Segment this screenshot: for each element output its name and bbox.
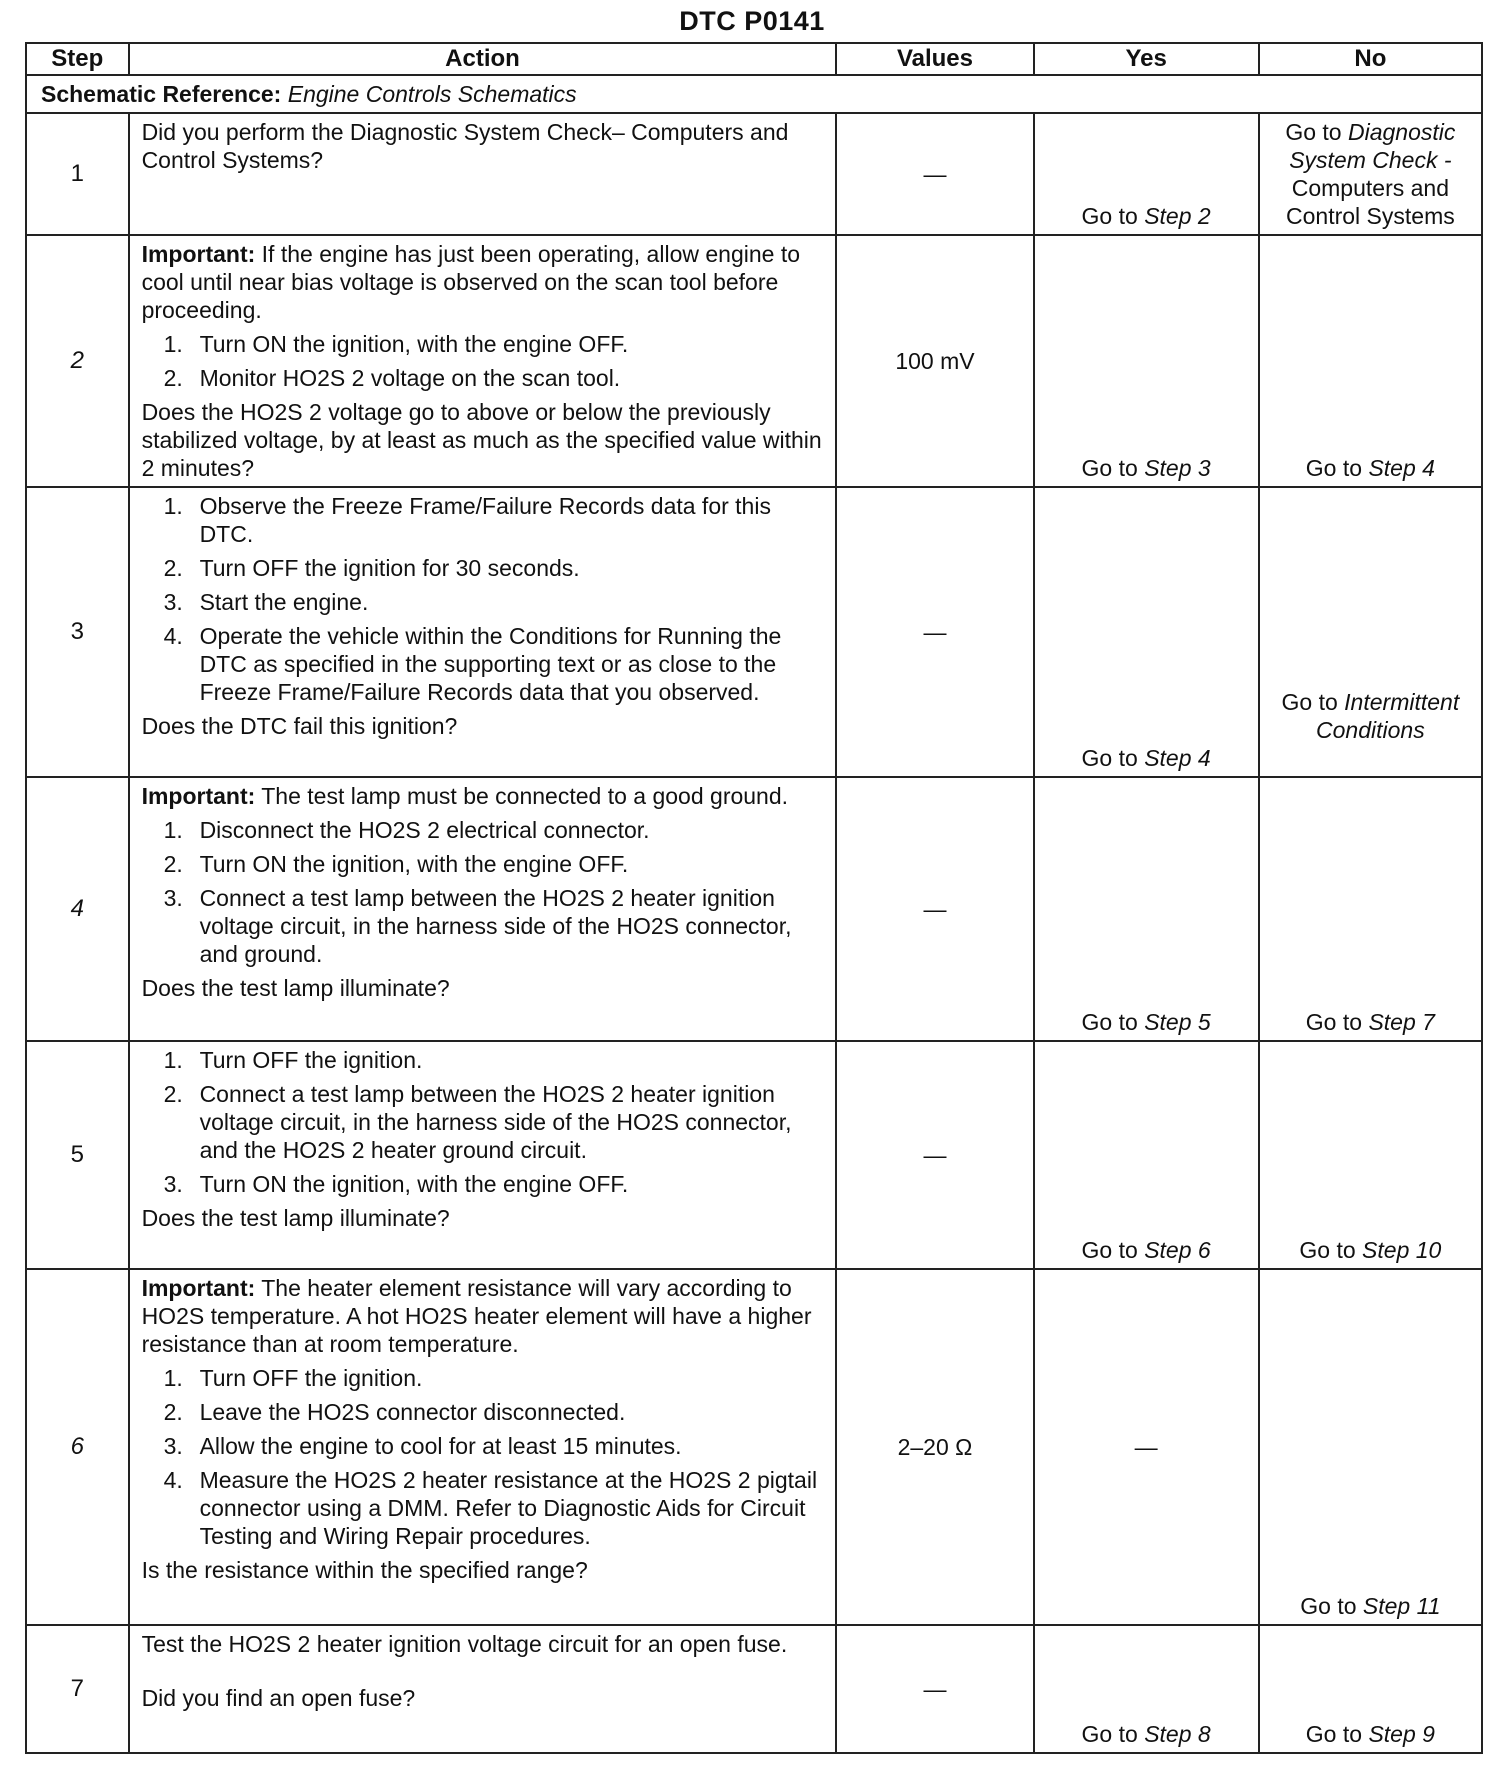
action-steps — [142, 492, 828, 706]
no-reference: Diagnostic System Check - — [1289, 119, 1456, 173]
list-item: 2. Connect a test lamp between the HO2S 2 heater ignition voltage circuit, in the harness side of the HO2S connector, and the HO2S 2 heater ground circuit. — [163, 1081, 792, 1163]
yes-cell — [1034, 1625, 1259, 1753]
go-to-text: Go to — [1081, 1237, 1138, 1263]
yes-cell — [1034, 1041, 1259, 1269]
action-text: Test the HO2S 2 heater ignition voltage circuit for an open fuse. — [141, 1631, 788, 1657]
no-cell — [1259, 777, 1482, 1041]
important-label: Important: — [141, 783, 256, 809]
go-to-text: Go to — [1081, 455, 1138, 481]
go-to-text: Go to — [1081, 203, 1138, 229]
step-number: 4 — [70, 895, 84, 922]
table-row — [26, 235, 1482, 487]
list-item-text: Turn ON the ignition, with the engine OFF. — [199, 851, 629, 877]
list-item-text: Operate the vehicle within the Conditions for Running the DTC as specified in the supporting text or as close to the Freeze Frame/Failure Records data that you observed. — [199, 623, 782, 705]
list-item: 1. Turn ON the ignition, with the engine OFF. — [163, 331, 629, 357]
no-cell — [1259, 235, 1482, 487]
value-cell: 100 mV — [836, 235, 1033, 487]
go-to-text: Go to — [1285, 119, 1342, 145]
list-item-text: Connect a test lamp between the HO2S 2 heater ignition voltage circuit, in the harness side of the HO2S connector, and ground. — [199, 885, 792, 967]
no-step-link: Step 9 — [1368, 1721, 1435, 1747]
important-note — [142, 1274, 828, 1358]
list-item: 1. Turn OFF the ignition. — [163, 1047, 423, 1073]
no-cell — [1259, 487, 1482, 777]
question-text: Did you find an open fuse? — [141, 1685, 416, 1711]
value-cell: — — [836, 113, 1033, 235]
action-cell — [129, 777, 837, 1041]
yes-step-link: Step 6 — [1144, 1237, 1211, 1263]
go-to-text: Go to — [1081, 1721, 1138, 1747]
list-item: 4. Measure the HO2S 2 heater resistance at the HO2S 2 pigtail connector using a DMM. Refer to Diagnostic Aids for Circuit Testing and Wiring Repair procedures. — [163, 1467, 818, 1549]
schematic-row — [26, 75, 1482, 113]
go-to-text: Go to — [1081, 1009, 1138, 1035]
question-text: Does the DTC fail this ignition? — [141, 713, 458, 739]
list-item-text: Measure the HO2S 2 heater resistance at the HO2S 2 pigtail connector using a DMM. Refer to Diagnostic Aids for Circuit Testing and Wiring Repair procedures. — [199, 1467, 818, 1549]
go-to-text: Go to — [1305, 1009, 1363, 1035]
important-note — [142, 782, 828, 810]
list-item-text: Turn OFF the ignition. — [199, 1365, 423, 1391]
table-row — [26, 1269, 1482, 1625]
list-item: 2. Leave the HO2S connector disconnected. — [163, 1399, 626, 1425]
question-text: Is the resistance within the specified range? — [141, 1557, 588, 1583]
list-item: 1. Observe the Freeze Frame/Failure Records data for this DTC. — [163, 493, 771, 547]
no-reference-rest: Computers and Control Systems — [1286, 175, 1455, 229]
list-item-text: Turn ON the ignition, with the engine OFF. — [199, 1171, 629, 1197]
list-item: 3. Allow the engine to cool for at least 15 minutes. — [163, 1433, 682, 1459]
go-to-text: Go to — [1281, 689, 1338, 715]
yes-step-link: Step 3 — [1144, 455, 1211, 481]
go-to-text: Go to — [1305, 455, 1363, 481]
step-number: 2 — [70, 347, 84, 374]
step-number: 7 — [26, 1625, 129, 1753]
diagnostic-table — [25, 42, 1483, 1754]
question-text: Does the test lamp illuminate? — [141, 1205, 450, 1231]
no-cell — [1259, 1269, 1482, 1625]
table-row — [26, 777, 1482, 1041]
important-label: Important: — [141, 1275, 256, 1301]
value-cell: 2–20 Ω — [836, 1269, 1033, 1625]
list-item: 4. Operate the vehicle within the Conditions for Running the DTC as specified in the supporting text or as close to the Freeze Frame/Failure Records data that you observed. — [163, 623, 782, 705]
no-cell — [1259, 1041, 1482, 1269]
action-steps — [142, 816, 828, 968]
important-text: The heater element resistance will vary according to HO2S temperature. A hot HO2S heater element will have a higher resistance than at room temperature. — [141, 1275, 812, 1357]
yes-cell — [1034, 113, 1259, 235]
list-item-text: Monitor HO2S 2 voltage on the scan tool. — [199, 365, 621, 391]
list-item-text: Observe the Freeze Frame/Failure Records data for this DTC. — [199, 493, 771, 547]
no-step-link: Step 4 — [1368, 455, 1435, 481]
header-row — [26, 43, 1482, 75]
yes-step-link: Step 2 — [1144, 203, 1211, 229]
table-row — [26, 113, 1482, 235]
list-item-text: Turn OFF the ignition. — [199, 1047, 423, 1073]
list-item: 1. Turn OFF the ignition. — [163, 1365, 423, 1391]
no-cell — [1259, 1625, 1482, 1753]
header-no: No — [1259, 43, 1482, 75]
list-item: 3. Turn ON the ignition, with the engine OFF. — [163, 1171, 629, 1197]
go-to-text: Go to — [1081, 745, 1138, 771]
list-item-text: Start the engine. — [199, 589, 369, 615]
list-item: 3. Connect a test lamp between the HO2S 2 heater ignition voltage circuit, in the harness side of the HO2S connector, and ground. — [163, 885, 792, 967]
header-values: Values — [836, 43, 1033, 75]
value-cell: — — [836, 1625, 1033, 1753]
header-step: Step — [26, 43, 129, 75]
action-cell — [129, 487, 837, 777]
action-cell — [129, 1269, 837, 1625]
yes-cell — [1034, 487, 1259, 777]
value-cell: — — [836, 487, 1033, 777]
value-cell: — — [836, 1041, 1033, 1269]
no-step-link: Step 7 — [1368, 1009, 1435, 1035]
step-number: 6 — [70, 1433, 84, 1460]
action-steps — [142, 1364, 828, 1550]
action-cell — [129, 1625, 837, 1753]
schematic-label: Schematic Reference: — [41, 81, 282, 107]
step-number: 5 — [26, 1041, 129, 1269]
important-text: If the engine has just been operating, allow engine to cool until near bias voltage is observed on the scan tool before proceeding. — [141, 241, 801, 323]
page-title: DTC P0141 — [679, 6, 825, 36]
list-item: 2. Turn OFF the ignition for 30 seconds. — [163, 555, 580, 581]
list-item-text: Turn ON the ignition, with the engine OFF. — [199, 331, 629, 357]
yes-step-link: Step 8 — [1144, 1721, 1211, 1747]
no-cell — [1259, 113, 1482, 235]
action-steps — [142, 330, 828, 392]
header-action: Action — [129, 43, 837, 75]
list-item-text: Allow the engine to cool for at least 15 minutes. — [199, 1433, 682, 1459]
header-yes: Yes — [1034, 43, 1259, 75]
list-item: 2. Monitor HO2S 2 voltage on the scan tool. — [163, 365, 621, 391]
yes-cell — [1034, 235, 1259, 487]
yes-cell — [1034, 777, 1259, 1041]
list-item-text: Turn OFF the ignition for 30 seconds. — [199, 555, 580, 581]
question-text: Does the test lamp illuminate? — [141, 975, 450, 1001]
table-row — [26, 487, 1482, 777]
yes-step-link: Step 4 — [1144, 745, 1211, 771]
step-number: 3 — [26, 487, 129, 777]
schematic-value: Engine Controls Schematics — [287, 81, 577, 107]
action-steps — [142, 1046, 828, 1198]
action-cell — [129, 113, 837, 235]
list-item-text: Leave the HO2S connector disconnected. — [199, 1399, 626, 1425]
important-note — [142, 240, 828, 324]
schematic-reference — [26, 75, 1482, 113]
step-number: 1 — [26, 113, 129, 235]
go-to-text: Go to — [1299, 1237, 1356, 1263]
yes-cell: — — [1034, 1269, 1259, 1625]
action-cell — [129, 235, 837, 487]
value-cell: — — [836, 777, 1033, 1041]
go-to-text: Go to — [1305, 1721, 1363, 1747]
list-item-text: Disconnect the HO2S 2 electrical connector. — [199, 817, 650, 843]
question-text: Does the HO2S 2 voltage go to above or below the previously stabilized voltage, by at least as much as the specified value within 2 minutes? — [141, 399, 822, 481]
no-reference: Intermittent Conditions — [1316, 689, 1460, 743]
table-row — [26, 1625, 1482, 1753]
go-to-text: Go to — [1300, 1593, 1357, 1619]
no-step-link: Step 11 — [1362, 1593, 1441, 1619]
list-item: 2. Turn ON the ignition, with the engine OFF. — [163, 851, 629, 877]
action-text: Did you perform the Diagnostic System Check– Computers and Control Systems? — [141, 119, 789, 173]
important-text: The test lamp must be connected to a good ground. — [255, 783, 789, 809]
list-item: 1. Disconnect the HO2S 2 electrical connector. — [163, 817, 650, 843]
list-item: 3. Start the engine. — [163, 589, 369, 615]
table-row — [26, 1041, 1482, 1269]
no-step-link: Step 10 — [1362, 1237, 1442, 1263]
list-item-text: Connect a test lamp between the HO2S 2 heater ignition voltage circuit, in the harness side of the HO2S connector, and the HO2S 2 heater ground circuit. — [199, 1081, 792, 1163]
yes-step-link: Step 5 — [1144, 1009, 1211, 1035]
important-label: Important: — [141, 241, 256, 267]
action-cell — [129, 1041, 837, 1269]
